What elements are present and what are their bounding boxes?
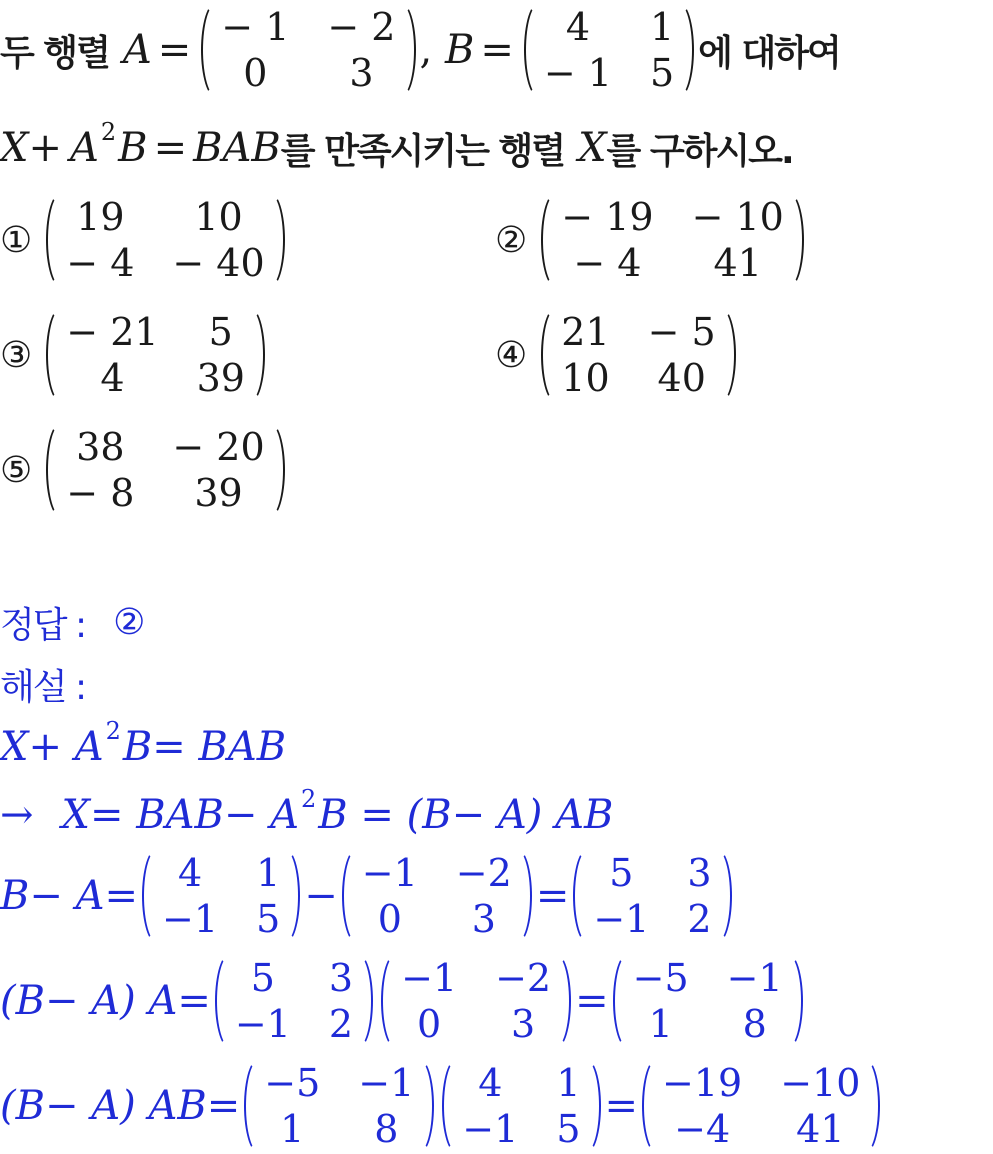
step3-matrix-1: 4 1 −1 5 <box>142 848 300 944</box>
choice-marker-5: ⑤ <box>0 449 33 491</box>
step5-matrix-3: −19 −10 −4 41 <box>642 1058 880 1154</box>
choice-3[interactable] <box>0 310 269 400</box>
step5-matrix-2: 4 1 −1 5 <box>442 1058 600 1154</box>
solution-step-3: B− A= 4 1 −1 5 − −1 −2 0 3 = 5 3 −1 2 <box>0 855 736 937</box>
equation-rhs: BAB <box>193 125 281 171</box>
answer-value: ② <box>113 601 146 643</box>
step3-matrix-3: 5 3 −1 2 <box>573 848 731 944</box>
solution-label: 해설 : <box>0 666 86 708</box>
answer-label: 정답 : <box>0 604 86 646</box>
problem-line2-tail: 를 구하시오. <box>606 130 793 172</box>
choice-marker-1: ① <box>0 219 33 261</box>
choice-matrix-1: 19 10 − 4 − 40 <box>46 192 284 288</box>
matrix-a-label: A <box>122 27 152 73</box>
choice-2[interactable] <box>495 195 808 285</box>
answer-line <box>0 600 155 644</box>
choice-matrix-4: 21 − 5 10 40 <box>541 307 735 403</box>
choice-1[interactable] <box>0 195 289 285</box>
choice-marker-2: ② <box>495 219 528 261</box>
solution-step-2: → X= BAB− A 2 B = (B− A) AB <box>0 785 614 838</box>
choice-matrix-2: − 19 − 10 − 4 41 <box>541 192 804 288</box>
choice-marker-4: ④ <box>495 334 528 376</box>
problem-line2-text: 를 만족시키는 행렬 <box>280 130 565 172</box>
choice-5[interactable] <box>0 425 289 515</box>
choice-4[interactable] <box>495 310 740 400</box>
choice-matrix-3: − 21 5 4 39 <box>46 307 265 403</box>
step4-matrix-3: −5 −1 1 8 <box>613 953 803 1049</box>
solution-step-5: (B− A) AB= −5 −1 1 8 4 1 −1 5 = −19 −10 −4 41 <box>0 1065 884 1147</box>
problem-line1-tail: 에 대하여 <box>698 32 840 74</box>
arrow-icon: → <box>0 792 34 838</box>
step4-matrix-1: 5 3 −1 2 <box>215 953 373 1049</box>
solution-step-1: X+ A 2 B= BAB <box>0 717 287 770</box>
equation-x: X <box>0 125 29 171</box>
matrix-b: 4 1 − 1 5 <box>524 2 694 98</box>
step5-matrix-1: −5 −1 1 8 <box>244 1058 434 1154</box>
step3-matrix-2: −1 −2 0 3 <box>342 848 532 944</box>
choice-marker-3: ③ <box>0 334 33 376</box>
solution-label-line <box>0 662 85 706</box>
problem-lead-text: 두 행렬 <box>0 32 109 74</box>
problem-line-1: 두 행렬 A = − 1 − 2 0 3 , B = 4 1 − 1 5 에 대하여 <box>0 10 840 90</box>
problem-line-2: X + A 2 B = BAB 를 만족시키는 행렬 X 를 구하시오. <box>0 118 793 172</box>
solution-step-4: (B− A) A= 5 3 −1 2 −1 −2 0 3 = −5 −1 1 8 <box>0 960 807 1042</box>
matrix-a: − 1 − 2 0 3 <box>201 2 415 98</box>
step4-matrix-2: −1 −2 0 3 <box>381 953 571 1049</box>
choice-matrix-5: 38 − 20 − 8 39 <box>46 422 284 518</box>
matrix-b-label: B <box>444 27 475 73</box>
